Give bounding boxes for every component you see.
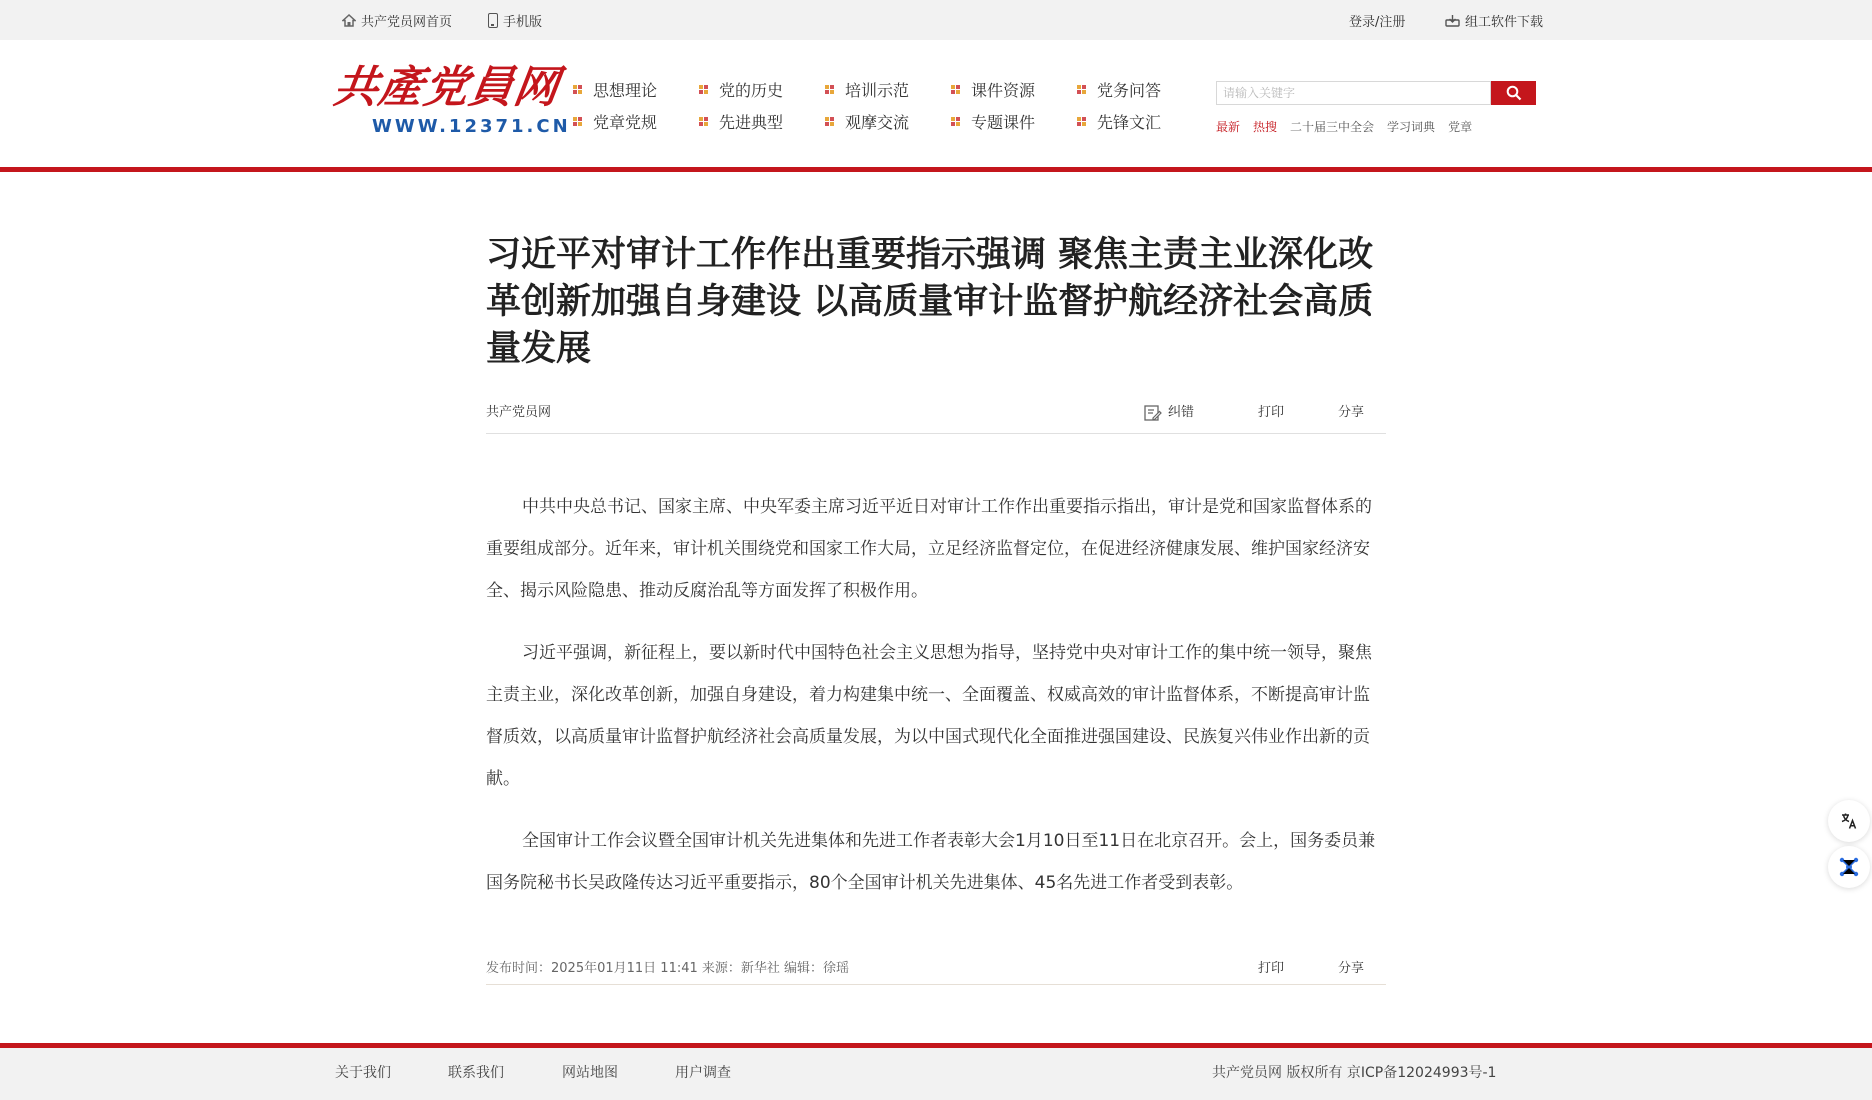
hot-keywords	[1216, 118, 1472, 135]
ai-assistant-button[interactable]	[1828, 846, 1870, 888]
nav-item-qa[interactable]	[1077, 78, 1161, 101]
home-link-label: 共产党员网首页	[361, 14, 453, 30]
site-footer	[0, 1048, 1872, 1100]
hot-keyword-link[interactable]: 二十届三中全会	[1290, 120, 1375, 134]
nav-item-courseware[interactable]	[951, 78, 1035, 101]
nav-bullet-icon	[573, 117, 583, 127]
translate-icon	[1840, 812, 1858, 830]
home-icon	[342, 14, 356, 27]
nav-item-literature[interactable]	[1077, 110, 1161, 133]
correct-button[interactable]	[1144, 404, 1194, 422]
correct-label: 纠错	[1168, 405, 1195, 420]
nav-item-training[interactable]	[825, 78, 909, 101]
article-source: 共产党员网	[486, 405, 552, 420]
article-footer-meta	[486, 950, 1386, 985]
nav-bullet-icon	[825, 117, 835, 127]
nav-item-label: 党的历史	[719, 81, 784, 100]
article-title: 习近平对审计工作作出重要指示强调 聚焦主责主业深化改革创新加强自身建设 以高质量审计监督护航经济社会高质量发展	[486, 235, 1374, 369]
footer-link-contact[interactable]: 联系我们	[448, 1065, 504, 1081]
hot-search-link[interactable]: 热搜	[1253, 120, 1278, 134]
site-logo[interactable]	[330, 60, 571, 140]
nav-bullet-icon	[699, 85, 709, 95]
nav-item-label: 课件资源	[971, 81, 1036, 100]
login-link[interactable]	[1349, 0, 1405, 40]
copyright-text: 共产党员网 版权所有 京ICP备12024993号-1	[1212, 1065, 1497, 1081]
hot-keyword-link[interactable]: 学习词典	[1387, 120, 1436, 134]
hot-keyword-link[interactable]: 党章	[1448, 120, 1473, 134]
mobile-link[interactable]	[488, 0, 542, 40]
nav-item-label: 先锋文汇	[1097, 113, 1162, 132]
nav-item-regulations[interactable]	[573, 110, 657, 133]
logo-script-text: 共產党員网	[330, 62, 563, 113]
nav-item-exchange[interactable]	[825, 110, 909, 133]
footer-link-about[interactable]: 关于我们	[335, 1065, 391, 1081]
article-body	[486, 486, 1386, 924]
nav-item-label: 先进典型	[719, 113, 784, 132]
search-input[interactable]	[1216, 81, 1491, 105]
phone-icon	[488, 13, 498, 28]
share-button[interactable]: 分享	[1338, 405, 1365, 420]
nav-item-label: 思想理论	[593, 81, 658, 100]
nav-bullet-icon	[1077, 117, 1087, 127]
nav-item-models[interactable]	[699, 110, 783, 133]
download-icon	[1445, 14, 1460, 27]
nav-bullet-icon	[699, 117, 709, 127]
nav-item-label: 党务问答	[1097, 81, 1162, 100]
nav-item-label: 观摩交流	[845, 113, 910, 132]
home-link[interactable]	[342, 0, 452, 40]
top-bar	[0, 0, 1872, 40]
nav-bullet-icon	[951, 117, 961, 127]
mobile-link-label: 手机版	[503, 14, 543, 30]
print-button-bottom[interactable]: 打印	[1258, 961, 1285, 976]
translate-button[interactable]	[1828, 800, 1870, 842]
article-meta	[486, 404, 1386, 434]
nav-item-label: 党章党规	[593, 113, 658, 132]
article-paragraph: 习近平强调，新征程上，要以新时代中国特色社会主义思想为指导，坚持党中央对审计工作的集中统一领导，聚焦主责主业，深化改革创新，加强自身建设，着力构建集中统一、全面覆盖、权威高效的审计监督体系，不断提高审计监督质效，以高质量审计监督护航经济社会高质量发展，为以中国式现代化全面推进强国建设、民族复兴伟业作出新的贡献。	[486, 643, 1372, 789]
nav-item-label: 培训示范	[845, 81, 910, 100]
article-paragraph: 中共中央总书记、国家主席、中央军委主席习近平近日对审计工作作出重要指示指出，审计是党和国家监督体系的重要组成部分。近年来，审计机关围绕党和国家工作大局，立足经济监督定位，在促进经济健康发展、维护国家经济安全、揭示风险隐患、推动反腐治乱等方面发挥了积极作用。	[486, 497, 1372, 601]
nav-bullet-icon	[573, 85, 583, 95]
publish-info: 发布时间：2025年01月11日 11:41 来源：新华社 编辑：徐瑶	[486, 961, 850, 976]
download-link-label: 组工软件下载	[1465, 14, 1544, 30]
nav-bullet-icon	[1077, 85, 1087, 95]
nav-bullet-icon	[951, 85, 961, 95]
login-link-label: 登录/注册	[1349, 14, 1406, 30]
footer-link-survey[interactable]: 用户调查	[675, 1065, 731, 1081]
site-header	[0, 40, 1872, 168]
nav-item-special-courseware[interactable]	[951, 110, 1035, 133]
nav-bullet-icon	[825, 85, 835, 95]
search-button[interactable]	[1491, 81, 1536, 105]
edit-icon	[1144, 405, 1162, 421]
search-icon	[1506, 85, 1522, 101]
logo-url-text: WWW.12371.CN	[372, 116, 571, 137]
header-divider	[0, 167, 1872, 172]
search-box	[1216, 81, 1536, 105]
nav-item-label: 专题课件	[971, 113, 1036, 132]
nav-item-history[interactable]	[699, 78, 783, 101]
article	[486, 232, 1386, 976]
network-icon	[1838, 856, 1860, 878]
footer-link-sitemap[interactable]: 网站地图	[562, 1065, 618, 1081]
share-button-bottom[interactable]: 分享	[1338, 961, 1365, 976]
nav-item-theory[interactable]	[573, 78, 657, 101]
print-button[interactable]: 打印	[1258, 405, 1285, 420]
hot-latest-link[interactable]: 最新	[1216, 120, 1241, 134]
article-paragraph: 全国审计工作会议暨全国审计机关先进集体和先进工作者表彰大会1月10日至11日在北京召开。会上，国务委员兼国务院秘书长吴政隆传达习近平重要指示，80个全国审计机关先进集体、45名先进工作者受到表彰。	[486, 831, 1376, 893]
software-download-link[interactable]	[1445, 0, 1543, 40]
